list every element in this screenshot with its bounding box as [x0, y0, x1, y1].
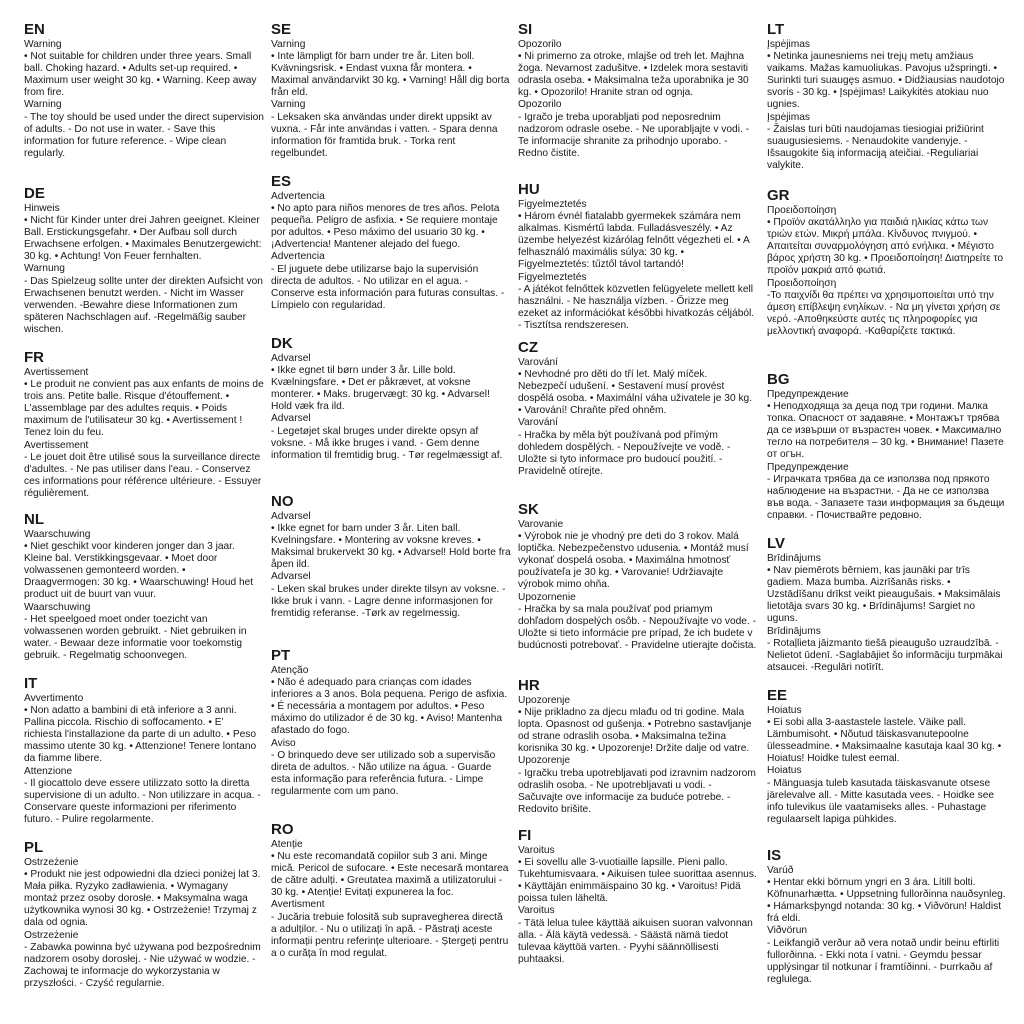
section-heading-2: Aviso	[271, 737, 296, 749]
section-heading-2: Warning	[24, 99, 62, 111]
section-body	[24, 203, 264, 336]
section-heading-2: Hoiatus	[767, 765, 802, 777]
section-heading: Advarsel	[271, 511, 311, 522]
language-section	[767, 372, 1007, 522]
warning-text: • Hentar ekki börnum yngri en 3 ára. Lítill bolti. Köfnunarhætta. • Uppsetning fullorðinna nauðsynleg. • Hámarksþyngd notanda: 30 kg. • Viðvörun! Haldist frá eldi.	[767, 877, 1006, 925]
warning-text: • Ni primerno za otroke, mlajše od treh let. Majhna žoga. Nevarnost zadušitve. • Izdelek mora sestaviti odrasla oseba. • Maksimalna teža uporabnika je 30 kg. • Opozorilo! Hranite stran od ognja.	[518, 51, 749, 99]
language-code: PL	[24, 839, 44, 856]
section-heading: Avertissement	[24, 367, 89, 378]
language-section	[518, 678, 758, 816]
warning-text: • Nav piemērots bērniem, kas jaunāki par trīs gadiem. Maza bumba. Aizrīšanās risks. • Uzstādīšanu drīkst veikt pieaugušais. • Maksimālais lietotāja svars 30 kg. • Brīdinājums! Sargiet no uguns.	[767, 565, 1001, 625]
section-heading: Varovanie	[518, 519, 564, 530]
language-section	[767, 536, 1007, 674]
section-heading-2: Предупреждение	[767, 461, 849, 473]
language-section	[271, 822, 511, 960]
language-section	[24, 512, 264, 662]
warning-text: • Não é adequado para crianças com idades inferiores a 3 anos. Bola pequena. Perigo de asfixia. • É necessária a montagem por adultos. • Peso máximo do utilizador é de 30 kg. • Aviso! Mantenha afastado do fogo.	[271, 677, 508, 737]
column-4	[767, 22, 1007, 1012]
section-body	[271, 665, 511, 798]
language-code: LT	[767, 21, 785, 38]
section-heading-2: Warnung	[24, 263, 65, 275]
warning-text: • Netinka jaunesniems nei trejų metų amžiaus vaikams. Mažas kamuoliukas. Pavojus užspringti. • Surinkti turi suaugęs asmuo. • Didžiausias naudotojo svoris - 30 kg. • Įspėjimas! Laikykitės atokiau nuo ugnies.	[767, 51, 1005, 111]
section-heading-2: Viðvörun	[767, 925, 808, 937]
section-heading: Varning	[271, 39, 306, 50]
section-body	[271, 511, 511, 620]
section-body	[767, 705, 1007, 826]
section-heading-2: Įspėjimas	[767, 111, 811, 123]
section-body	[767, 553, 1007, 674]
section-body	[518, 39, 758, 160]
language-code: SE	[271, 21, 292, 38]
instructions-text: - Le jouet doit être utilisé sous la surveillance directe d'adultes. - Ne pas utiliser dans l'eau. - Conservez ces informations pour référence ultérieure. - Essuyer régulièrement.	[24, 451, 262, 499]
language-section	[518, 502, 758, 652]
section-heading: Atenção	[271, 665, 309, 676]
language-code: PT	[271, 647, 291, 664]
warning-text: • Ikke egnet for barn under 3 år. Liten ball. Kvelningsfare. • Montering av voksne kreves. • Maksimal brukervekt 30 kg. • Advarsel! Hold borte fra åpen ild.	[271, 523, 511, 571]
section-heading: Varoitus	[518, 845, 555, 856]
warning-text: • Nevhodné pro děti do tří let. Malý míček. Nebezpečí udušení. • Sestavení musí provést dospělá osoba. • Maximální váha uživatele je 30 kg. • Varování! Chraňte před ohněm.	[518, 369, 753, 417]
section-body	[24, 693, 264, 826]
section-body	[518, 519, 758, 652]
warning-text: • Inte lämpligt för barn under tre år. Liten boll. Kvävningsrisk. • Endast vuxna får montera. • Maximal användarvikt 30 kg. • Varning! Håll dig borta från eld.	[271, 51, 510, 99]
language-section	[767, 22, 1007, 172]
section-heading-2: Varning	[271, 99, 306, 111]
column-2	[271, 22, 511, 1012]
section-heading: Avvertimento	[24, 693, 84, 704]
language-code: NL	[24, 511, 44, 528]
instructions-text: - Rotaļlieta jāizmanto tiešā pieaugušo uzraudzībā. - Nelietot ūdenī. -Saglabājiet šo informāciju turpmākai atsaucei. -Regulāri notīrīt.	[767, 637, 1003, 673]
language-section	[518, 182, 758, 332]
section-heading-2: Upozornenie	[518, 591, 576, 603]
warning-text: • Három évnél fiatalabb gyermekek számára nem alkalmas. Kismértű labda. Fulladásveszély. • Az üzembe helyezést kizárólag felnőtt végezheti el. • A felhasználó maximális súlya: 30 kg. • Figyelmeztetés: tűztől távol tartandó!	[518, 211, 750, 271]
language-section	[518, 22, 758, 160]
language-code: IT	[24, 675, 38, 692]
instructions-text: - Hračka by sa mala používať pod priamym dohľadom dospelých osôb. - Nepoužívajte vo vode. - Uložte si tieto informácie pre prípad, že ich budete v budúcnosti potrebovať. - Pravidelne utierajte dočista.	[518, 603, 757, 651]
section-heading-2: Ostrzeżenie	[24, 929, 79, 941]
instructions-text: - Leikfangið verður að vera notað undir beinu eftirliti fullorðinna. - Ekki nota í vatni. - Geymdu þessar upplýsingar til notkunar í framtíðinni. - Þurrkaðu af reglulega.	[767, 937, 1000, 985]
language-section	[518, 828, 758, 966]
language-section	[271, 648, 511, 798]
section-body	[24, 39, 264, 160]
section-body	[767, 39, 1007, 172]
language-section	[24, 676, 264, 826]
language-section	[271, 22, 511, 160]
language-code: LV	[767, 535, 786, 552]
section-body	[518, 845, 758, 966]
section-heading: Προειδοποίηση	[767, 205, 837, 216]
section-body	[767, 205, 1007, 338]
section-heading-2: Advarsel	[271, 413, 311, 425]
section-heading-2: Varování	[518, 417, 559, 429]
section-heading: Opozorilo	[518, 39, 562, 50]
language-section	[271, 336, 511, 462]
language-section	[518, 340, 758, 478]
language-code: DK	[271, 335, 293, 352]
instructions-text: - Igračku treba upotrebljavati pod izravnim nadzorom odraslih osoba. - Ne upotrebljavati u vodi. - Sačuvajte ove informacije za buduće potrebe. - Redovito brišite.	[518, 767, 756, 815]
section-heading: Brīdinājums	[767, 553, 821, 564]
section-heading-2: Advarsel	[271, 571, 311, 583]
language-section	[24, 350, 264, 500]
language-code: BG	[767, 371, 790, 388]
column-1	[24, 22, 264, 1012]
warning-text: • Niet geschikt voor kinderen jonger dan 3 jaar. Kleine bal. Verstikkingsgevaar. • Moet door volwassenen gemonteerd worden. • Draagvermogen: 30 kg. • Waarschuwing! Houd het product uit de buurt van vuur.	[24, 541, 254, 601]
section-heading-2: Varoitus	[518, 905, 555, 917]
section-body	[767, 389, 1007, 522]
section-body	[24, 857, 264, 990]
section-body	[24, 529, 264, 662]
instructions-text: - Leksaken ska användas under direkt uppsikt av vuxna. - Får inte användas i vatten. - Spara denna information för framtida bruk. - Torka rent regelbundet.	[271, 111, 498, 159]
language-code: HR	[518, 677, 540, 694]
section-body	[271, 191, 511, 312]
language-section	[767, 188, 1007, 338]
warning-text: • Produkt nie jest odpowiedni dla dzieci poniżej lat 3. Mała piłka. Ryzyko zadławienia. • Wymagany montaż przez osoby dorosłe. • Maksymalna waga użytkownika wynosi 30 kg. • Ostrzeżenie! Trzymaj z dala od ognia.	[24, 869, 261, 929]
instructions-text: - Žaislas turi būti naudojamas tiesiogiai prižiūrint suaugusiesiems. - Nenaudokite vandenyje. -Išsaugokite šią informaciją ateičiai. -Reguliariai valykite.	[767, 123, 984, 171]
section-body	[271, 839, 511, 960]
section-body	[271, 39, 511, 160]
warning-text: • Výrobok nie je vhodný pre deti do 3 rokov. Malá loptička. Nebezpečenstvo udusenia. • Montáž musí vykonať dospelá osoba. • Maximálna hmotnosť používateľa je 30 kg. • Varovanie! Udržiavajte výrobok mimo ohňa.	[518, 531, 749, 591]
instructions-text: - Hračka by měla být používaná pod přímým dohledem dospělých. - Nepoužívejte ve vodě. - Uložte si tyto informace pro budoucí použití. - Pravidelně otírejte.	[518, 429, 731, 477]
section-heading: Warning	[24, 39, 62, 50]
language-code: GR	[767, 187, 790, 204]
instructions-text: - Jucăria trebuie folosită sub supravegherea directă a adulților. - Nu o utilizați în apă. - Păstrați aceste informații pentru referințe ulterioare. - Ștergeți pentru a o curăța în mod regulat.	[271, 911, 509, 959]
warning-text: • No apto para niños menores de tres años. Pelota pequeña. Peligro de asfixia. • Se requiere montaje por adultos. • Peso máximo del usuario 30 kg. • ¡Advertencia! Mantener alejado del fuego.	[271, 203, 500, 251]
language-code: NO	[271, 493, 294, 510]
warning-text: • Not suitable for children under three years. Small ball. Choking hazard. • Adults set-up required. • Maximum user weight 30 kg. • Warning. Keep away from fire.	[24, 51, 257, 99]
section-heading: Waarschuwing	[24, 529, 91, 540]
section-heading: Upozorenje	[518, 695, 571, 706]
section-heading-2: Opozorilo	[518, 99, 562, 111]
section-body	[24, 367, 264, 500]
section-heading-2: Προειδοποίηση	[767, 277, 837, 289]
language-code: SI	[518, 21, 533, 38]
instructions-text: - Zabawka powinna być używana pod bezpośrednim nadzorem osoby dorosłej. - Nie używać w wodzie. - Zachowaj te informacje do wykorzystania w przyszłości. - Czyść regularnie.	[24, 941, 261, 989]
section-heading-2: Attenzione	[24, 765, 73, 777]
warning-text: • Nu este recomandată copiilor sub 3 ani. Minge mică. Pericol de sufocare. • Este necesară montarea de către adulți. • Greutatea maximă a utilizatorului - 30 kg. • Atenție! Evitați expunerea la foc.	[271, 851, 509, 899]
section-heading: Advarsel	[271, 353, 311, 364]
section-heading-2: Avertisment	[271, 899, 325, 911]
warning-text: • Ei sovellu alle 3-vuotiaille lapsille. Pieni pallo. Tukehtumisvaara. • Aikuisen tulee suorittaa asennus. • Käyttäjän enimmäispaino 30 kg. • Varoitus! Pidä poissa tulen läheltä.	[518, 857, 757, 905]
section-heading: Įspėjimas	[767, 39, 811, 50]
instructions-text: - The toy should be used under the direct supervision of adults. - Do not use in water. - Save this information for future reference. - Wipe clean regularly.	[24, 111, 264, 159]
section-heading: Varování	[518, 357, 559, 368]
language-code: EE	[767, 687, 788, 704]
section-heading-2: Advertencia	[271, 251, 325, 263]
language-section	[24, 840, 264, 990]
language-code: FR	[24, 349, 44, 366]
language-section	[767, 848, 1007, 986]
section-heading: Hinweis	[24, 203, 60, 214]
section-heading: Varúð	[767, 865, 794, 876]
column-3	[518, 22, 758, 1012]
instructions-text: - Mänguasja tuleb kasutada täiskasvanute otsese järelevalve all. - Mitte kasutada vees. - Hoidke see info tulevikus üle vaatamiseks alles. - Puhastage regulaarselt lapiga pühkides.	[767, 777, 995, 825]
language-section	[271, 174, 511, 312]
section-body	[518, 199, 758, 332]
instructions-text: - Tätä lelua tulee käyttää aikuisen suoran valvonnan alla. - Älä käytä vedessä. - Säästä nämä tiedot tulevaa käyttöä varten. - Pyyhi säännöllisesti puhtaaksi.	[518, 917, 753, 965]
warning-text: • Le produit ne convient pas aux enfants de moins de trois ans. Petite balle. Risque d'étouffement. • L'assemblage par des adultes requis. • Poids maximum de l'utilisateur 30 kg. • Avertissement ! Tenez loin du feu.	[24, 379, 264, 439]
section-body	[518, 357, 758, 478]
instructions-text: -Το παιχνίδι θα πρέπει να χρησιμοποιείται υπό την άμεση επίβλεψη ενηλίκων. - Να μη γίνεται χρήση σε νερό. -Αποθηκεύστε αυτές τις πληροφορίες για μελλοντική αναφορά. -Καθαρίζετε τακτικά.	[767, 289, 1001, 337]
section-heading: Atenție	[271, 839, 303, 850]
language-code: SK	[518, 501, 539, 518]
instructions-text: - Het speelgoed moet onder toezicht van volwassenen worden gebruikt. - Niet gebruiken in water. - Bewaar deze informatie voor toekomstig gebruik. - Regelmatig schoonvegen.	[24, 613, 247, 661]
warning-text: • Προϊόν ακατάλληλο για παιδιά ηλικίας κάτω των τριών ετών. Μικρή μπάλα. Κίνδυνος πνιγμού. • Απαιτείται συναρμολόγηση από ενήλικα. • Μέγιστο βάρος χρήστη 30 kg. • Προειδοποίηση! Διατηρείτε το προϊόν μακριά από φωτιά.	[767, 217, 1004, 277]
instructions-text: - El juguete debe utilizarse bajo la supervisión directa de adultos. - No utilizar en el agua. - Conserve esta información para futuras consultas. - Límpielo con regularidad.	[271, 263, 505, 311]
language-code: CZ	[518, 339, 538, 356]
warning-text: • Неподходяща за деца под три години. Малка топка. Опасност от задавяне. • Монтажът трябва да се извърши от възрастен човек. • Максимално тегло на потребителя – 30 kg. • Внимание! Пазете от огън.	[767, 401, 1004, 461]
language-section	[767, 688, 1007, 826]
instructions-text: - Das Spielzeug sollte unter der direkten Aufsicht von Erwachsenen benutzt werden. - Nicht im Wasser verwenden. -Bewahre diese Informationen zum späteren Nachschlagen auf. -Regelmäßig sauber wischen.	[24, 275, 263, 335]
language-code: DE	[24, 185, 45, 202]
language-code: RO	[271, 821, 294, 838]
language-section	[271, 494, 511, 620]
section-heading: Hoiatus	[767, 705, 802, 716]
warning-text: • Nicht für Kinder unter drei Jahren geeignet. Kleiner Ball. Erstickungsgefahr. • Der Aufbau soll durch Erwachsene erfolgen. • Maximales Benutzergewicht: 30 kg. • Achtung! Von Feuer fernhalten.	[24, 215, 262, 263]
instructions-text: - O brinquedo deve ser utilizado sob a supervisão direta de adultos. - Não utilize na água. - Guarde esta informação para referência futura. - Limpe regularmente com um pano.	[271, 749, 496, 797]
instructions-text: - Il giocattolo deve essere utilizzato sotto la diretta supervisione di un adulto. - Non utilizzare in acqua. - Conservare queste informazioni per riferimento futuro. - Pulire regolarmente.	[24, 777, 261, 825]
section-heading-2: Avertissement	[24, 439, 89, 451]
instructions-text: - Играчката трябва да се използва под прякото наблюдение на възрастни. - Да не се използва във вода. - Запазете тази информация за бъдещи справки. - Почиствайте редовно.	[767, 473, 1005, 521]
section-heading: Ostrzeżenie	[24, 857, 79, 868]
section-heading-2: Upozorenje	[518, 755, 571, 767]
instructions-text: - Legetøjet skal bruges under direkte opsyn af voksne. - Må ikke bruges i vand. - Gem denne information til fremtidig brug. - Tør regelmæssigt af.	[271, 425, 503, 461]
language-code: EN	[24, 21, 45, 38]
section-heading-2: Brīdinājums	[767, 625, 821, 637]
language-code: ES	[271, 173, 292, 190]
warning-text: • Nije prikladno za djecu mlađu od tri godine. Mala lopta. Opasnost od gušenja. • Potrebno sastavljanje od strane odraslih osoba. • Maksimalna težina korisnika 30 kg. • Upozorenje! Držite dalje od vatre.	[518, 707, 752, 755]
instructions-text: - A játékot felnőttek közvetlen felügyelete mellett kell használni. - Ne használja vízben. - Őrizze meg ezeket az információkat későbbi hivatkozás céljából. - Tisztítsa rendszeresen.	[518, 283, 755, 331]
section-body	[518, 695, 758, 816]
section-heading: Advertencia	[271, 191, 325, 202]
language-code: IS	[767, 847, 782, 864]
section-body	[271, 353, 511, 462]
instructions-text: - Igračo je treba uporabljati pod neposrednim nadzorom odrasle osebe. - Ne uporabljajte v vodi. - Te informacije shranite za prihodnjo uporabo. - Redno čistite.	[518, 111, 750, 159]
language-code: FI	[518, 827, 532, 844]
warning-text: • Ei sobi alla 3-aastastele lastele. Väike pall. Lämbumisoht. • Nõutud täiskasvanutepoolne ülesseadmine. • Maksimaalne kasutaja kaal 30 kg. • Hoiatus! Hoidke tulest eemal.	[767, 717, 1002, 765]
language-section	[24, 22, 264, 160]
warning-text: • Non adatto a bambini di età inferiore a 3 anni. Pallina piccola. Rischio di soffocamento. • E' richiesta l'installazione da parte di un adulto. • Peso massimo utente 30 kg. • Attenzione! Tenere lontano da fiamme libere.	[24, 705, 257, 765]
section-heading-2: Figyelmeztetés	[518, 271, 587, 283]
language-section	[24, 186, 264, 336]
section-heading: Figyelmeztetés	[518, 199, 587, 210]
warning-text: • Ikke egnet til børn under 3 år. Lille bold. Kvælningsfare. • Det er påkrævet, at voksne monterer. • Maks. brugervægt: 30 kg. • Advarsel! Hold væk fra ild.	[271, 365, 490, 413]
language-code: HU	[518, 181, 540, 198]
section-body	[767, 865, 1007, 986]
section-heading: Предупреждение	[767, 389, 849, 400]
section-heading-2: Waarschuwing	[24, 601, 91, 613]
instructions-text: - Leken skal brukes under direkte tilsyn av voksne. - Ikke bruk i vann. - Lagre denne informasjonen for fremtidig referanse. -Tørk av regelmessig.	[271, 583, 506, 619]
